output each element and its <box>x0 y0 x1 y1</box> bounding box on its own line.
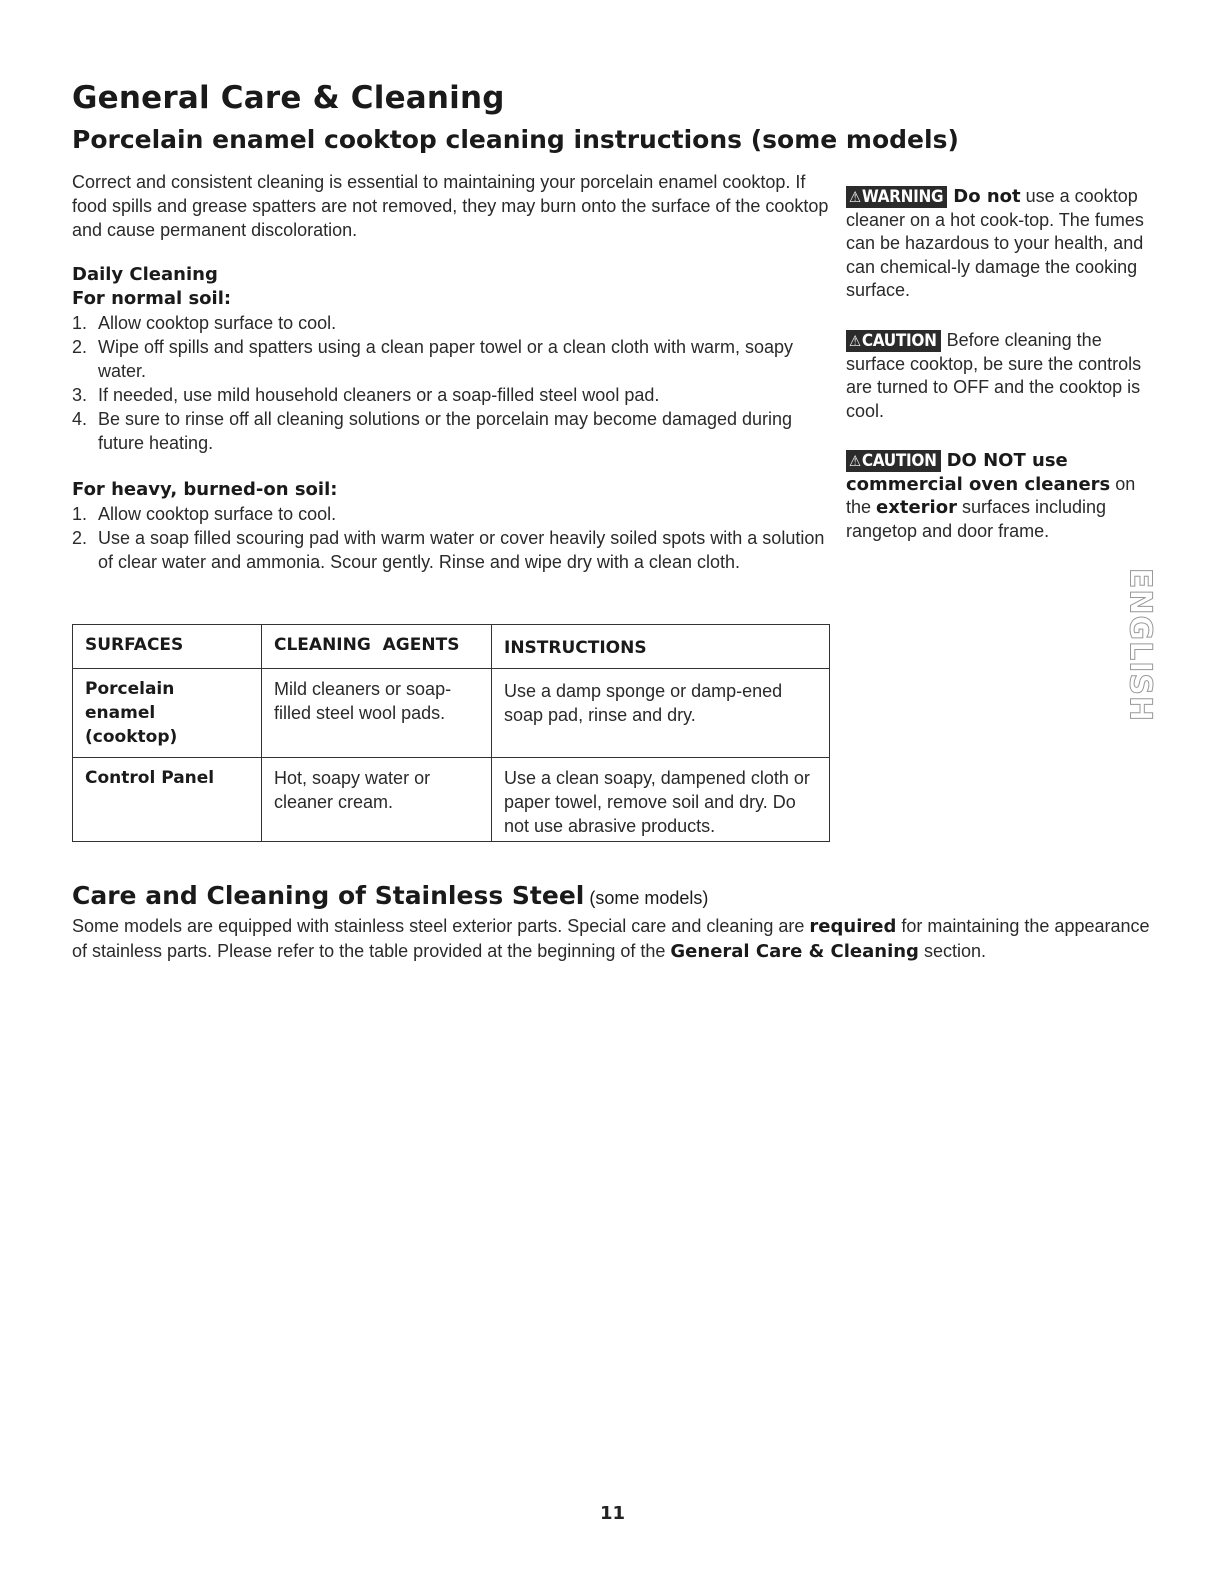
warning-lead: Do not <box>953 186 1021 207</box>
stainless-heading <box>72 881 708 910</box>
language-label: ENGLISH <box>1122 567 1158 723</box>
agents-cell: Hot, soapy water or cleaner cream. <box>262 758 492 842</box>
normal-soil-heading: For normal soil: <box>72 288 232 309</box>
page-number: 11 <box>599 1503 626 1524</box>
list-item <box>72 526 832 574</box>
cleaning-table <box>72 624 830 842</box>
caution-lead: DO NOT use commercial oven cleaners <box>846 450 1111 495</box>
daily-cleaning-section <box>72 263 832 455</box>
stainless-heading-text: Care and Cleaning of Stainless Steel <box>72 881 585 910</box>
surface-cell: Porcelain enamel (cooktop) <box>73 669 262 758</box>
step-number: 2. <box>72 337 88 357</box>
table-row <box>73 669 830 758</box>
caution-badge: ⚠CAUTION <box>846 450 941 472</box>
stainless-text: section. <box>918 941 986 961</box>
list-item <box>72 383 832 407</box>
page-title: General Care & Cleaning <box>72 80 505 116</box>
step-text: Use a soap filled scouring pad with warm water or cover heavily soiled spots with a solution of clear water and ammonia. Scour gently. Rinse and wipe dry with a clean cloth. <box>98 528 825 572</box>
stainless-bold: General Care & Cleaning <box>670 941 919 962</box>
step-number: 3. <box>72 385 88 405</box>
stainless-heading-note: (some models) <box>584 888 709 908</box>
step-number: 1. <box>72 313 88 333</box>
caution-bold: exterior <box>876 497 957 518</box>
heavy-soil-steps <box>72 502 832 574</box>
caution-badge: ⚠CAUTION <box>846 330 941 352</box>
caution-text: on the <box>846 473 1136 517</box>
stainless-bold: required <box>809 916 897 937</box>
step-number: 4. <box>72 409 88 429</box>
daily-cleaning-heading: Daily Cleaning <box>72 264 218 285</box>
warning-triangle-icon: ⚠ <box>849 188 861 206</box>
caution-note-2 <box>846 449 1146 543</box>
heavy-soil-section <box>72 478 832 574</box>
surface-cell: Control Panel <box>73 758 262 842</box>
table-header-row <box>73 625 830 669</box>
step-text: Allow cooktop surface to cool. <box>98 313 337 333</box>
step-text: Wipe off spills and spatters using a clean paper towel or a clean cloth with warm, soapy water. <box>98 337 794 381</box>
stainless-text: for maintaining the appearance of stainless parts. Please refer to the table provided at the beginning of the <box>72 916 1150 961</box>
warning-badge: ⚠WARNING <box>846 186 947 208</box>
caution-note-1 <box>846 329 1146 423</box>
step-text: If needed, use mild household cleaners or a soap-filled steel wool pad. <box>98 385 660 405</box>
warning-triangle-icon: ⚠ <box>849 452 861 470</box>
intro-paragraph: Correct and consistent cleaning is essential to maintaining your porcelain enamel cooktop. If food spills and grease spatters are not removed, they may burn onto the surface of the cooktop and cause permanent discoloration. <box>72 172 829 240</box>
warning-triangle-icon: ⚠ <box>849 332 861 350</box>
warning-note <box>846 185 1146 303</box>
step-number: 2. <box>72 528 88 548</box>
list-item <box>72 311 832 335</box>
heavy-soil-heading: For heavy, burned-on soil: <box>72 479 338 500</box>
step-text: Be sure to rinse off all cleaning solutions or the porcelain may become damaged during future heating. <box>98 409 793 453</box>
column-header-cleaning-agents: CLEANING AGENTS <box>262 625 492 669</box>
instructions-cell: Use a clean soapy, dampened cloth or paper towel, remove soil and dry. Do not use abrasive products. <box>492 758 830 842</box>
caution-text: surfaces including rangetop and door frame. <box>846 497 1107 541</box>
column-header-surfaces: SURFACES <box>73 625 262 669</box>
column-header-instructions: INSTRUCTIONS <box>492 625 830 669</box>
normal-soil-steps <box>72 311 832 455</box>
step-number: 1. <box>72 504 88 524</box>
step-text: Allow cooktop surface to cool. <box>98 504 337 524</box>
section-subtitle: Porcelain enamel cooktop cleaning instructions (some models) <box>72 125 959 154</box>
stainless-text: Some models are equipped with stainless steel exterior parts. Special care and cleaning are <box>72 916 810 936</box>
language-side-tab <box>1120 567 1160 723</box>
list-item <box>72 407 832 455</box>
caution-text: Before cleaning the surface cooktop, be sure the controls are turned to OFF and the cooktop is cool. <box>846 330 1142 421</box>
list-item <box>72 335 832 383</box>
agents-cell: Mild cleaners or soap-filled steel wool pads. <box>262 669 492 758</box>
warning-text: use a cooktop cleaner on a hot cook-top. The fumes can be hazardous to your health, and can chemical-ly damage the cooking surface. <box>846 186 1144 300</box>
instructions-cell: Use a damp sponge or damp-ened soap pad, rinse and dry. <box>492 669 830 758</box>
stainless-paragraph <box>72 914 1152 964</box>
table-row <box>73 758 830 842</box>
list-item <box>72 502 832 526</box>
